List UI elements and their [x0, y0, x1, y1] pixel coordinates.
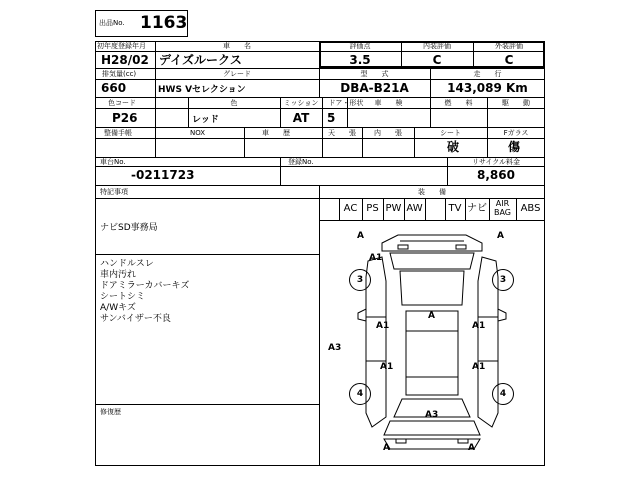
- lot-number: 1163: [140, 13, 188, 33]
- remark-6: サンバイザー不良: [100, 314, 171, 324]
- manual-label: 整備手帳: [104, 129, 132, 137]
- wheel-rear-left: 4: [349, 383, 371, 405]
- damage-door-fr: A1: [472, 321, 486, 331]
- damage-front-right: A: [497, 231, 504, 241]
- remark-5: A/Wキズ: [100, 303, 136, 313]
- grade-label: グレード: [223, 70, 251, 78]
- damage-side-left: A3: [328, 343, 342, 353]
- seat-label: シート: [440, 129, 461, 137]
- exterior-value: C: [504, 53, 514, 67]
- damage-hood: A: [428, 311, 435, 321]
- equip-pw: PW: [385, 203, 402, 214]
- color-code-label: 色コード: [108, 99, 136, 107]
- model-label: 型 式: [360, 70, 389, 78]
- score-value: 3.5: [349, 53, 371, 67]
- color-code-value: P26: [112, 111, 138, 125]
- chassis-value: -0211723: [131, 168, 195, 182]
- mileage-value: 143,089 Km: [447, 81, 528, 95]
- drive-label: 駆 動: [502, 99, 530, 107]
- sunroof-label: 天 張: [328, 129, 356, 137]
- equip-aw: AW: [406, 203, 423, 214]
- lot-number-label: 出品No.: [99, 19, 125, 27]
- score-label: 評価点: [349, 42, 371, 50]
- nox-label: NOX: [190, 129, 206, 137]
- wheel-front-left: 3: [349, 269, 371, 291]
- glass-label: Fガラス: [503, 129, 529, 137]
- remark-2: 車内汚れ: [100, 270, 137, 280]
- displacement-label: 排気量(cc): [102, 70, 137, 78]
- mileage-label: 走 行: [473, 70, 502, 78]
- fuel-label: 燃 料: [444, 99, 473, 107]
- seat-value: 破: [447, 140, 460, 154]
- repair-label: 修復歴: [100, 408, 121, 416]
- year-label: 初年度登録年月: [97, 42, 146, 50]
- damage-front-top: A1: [369, 253, 383, 263]
- wheel-rear-right: 4: [492, 383, 514, 405]
- recycle-label: リサイクル料金: [471, 158, 521, 166]
- wheel-front-right: 3: [492, 269, 514, 291]
- damage-front-left: A: [357, 231, 364, 241]
- equip-ps: PS: [366, 203, 379, 214]
- remark-4: シートシミ: [100, 292, 146, 302]
- equip-navi: ナビ: [467, 203, 487, 214]
- interior2-label: 内 張: [374, 129, 402, 137]
- doors-value: 5: [327, 111, 336, 125]
- grade-value: HWS Vセレクション: [158, 85, 246, 95]
- displacement-value: 660: [101, 81, 127, 95]
- interior-label: 内装評価: [423, 42, 451, 50]
- chassis-label: 車台No.: [100, 158, 126, 166]
- glass-value: 傷: [508, 140, 521, 154]
- damage-door-fl: A1: [376, 321, 390, 331]
- model-value: DBA-B21A: [340, 81, 409, 95]
- equip-abs: ABS: [520, 203, 541, 214]
- mission-label: ミッション: [283, 99, 319, 107]
- equipment-label: 装 備: [418, 188, 446, 196]
- damage-rear-right: A: [468, 443, 475, 453]
- inspection-label: 車 検: [374, 99, 403, 107]
- damage-rear: A3: [425, 410, 439, 420]
- year-value: H28/02: [101, 53, 149, 67]
- remark-1: ハンドルスレ: [100, 259, 154, 269]
- color-label: 色: [230, 99, 238, 107]
- name-label: 車 名: [223, 42, 251, 50]
- doors-label: ドア・形状: [328, 99, 364, 107]
- color-value: レッド: [192, 115, 219, 125]
- notes-label: 特記事項: [100, 188, 128, 196]
- car-diagram: [320, 221, 544, 465]
- damage-door-rr: A1: [472, 362, 486, 372]
- equip-airbag: AIR BAG: [493, 199, 512, 217]
- damage-door-rl: A1: [380, 362, 394, 372]
- remark-3: ドアミラーカバーキズ: [100, 281, 190, 291]
- equip-tv: TV: [448, 203, 462, 214]
- history-label: 車 歴: [262, 129, 290, 137]
- recycle-value: 8,860: [477, 168, 515, 182]
- reg-label: 登録No.: [288, 158, 314, 166]
- mission-value: AT: [292, 111, 310, 125]
- name-value: デイズルークス: [159, 53, 242, 67]
- interior-value: C: [432, 53, 442, 67]
- exterior-label: 外装評価: [495, 42, 523, 50]
- notes-line1: ナビSD事務局: [100, 223, 158, 233]
- equip-ac: AC: [343, 203, 358, 214]
- damage-rear-left: A: [383, 443, 390, 453]
